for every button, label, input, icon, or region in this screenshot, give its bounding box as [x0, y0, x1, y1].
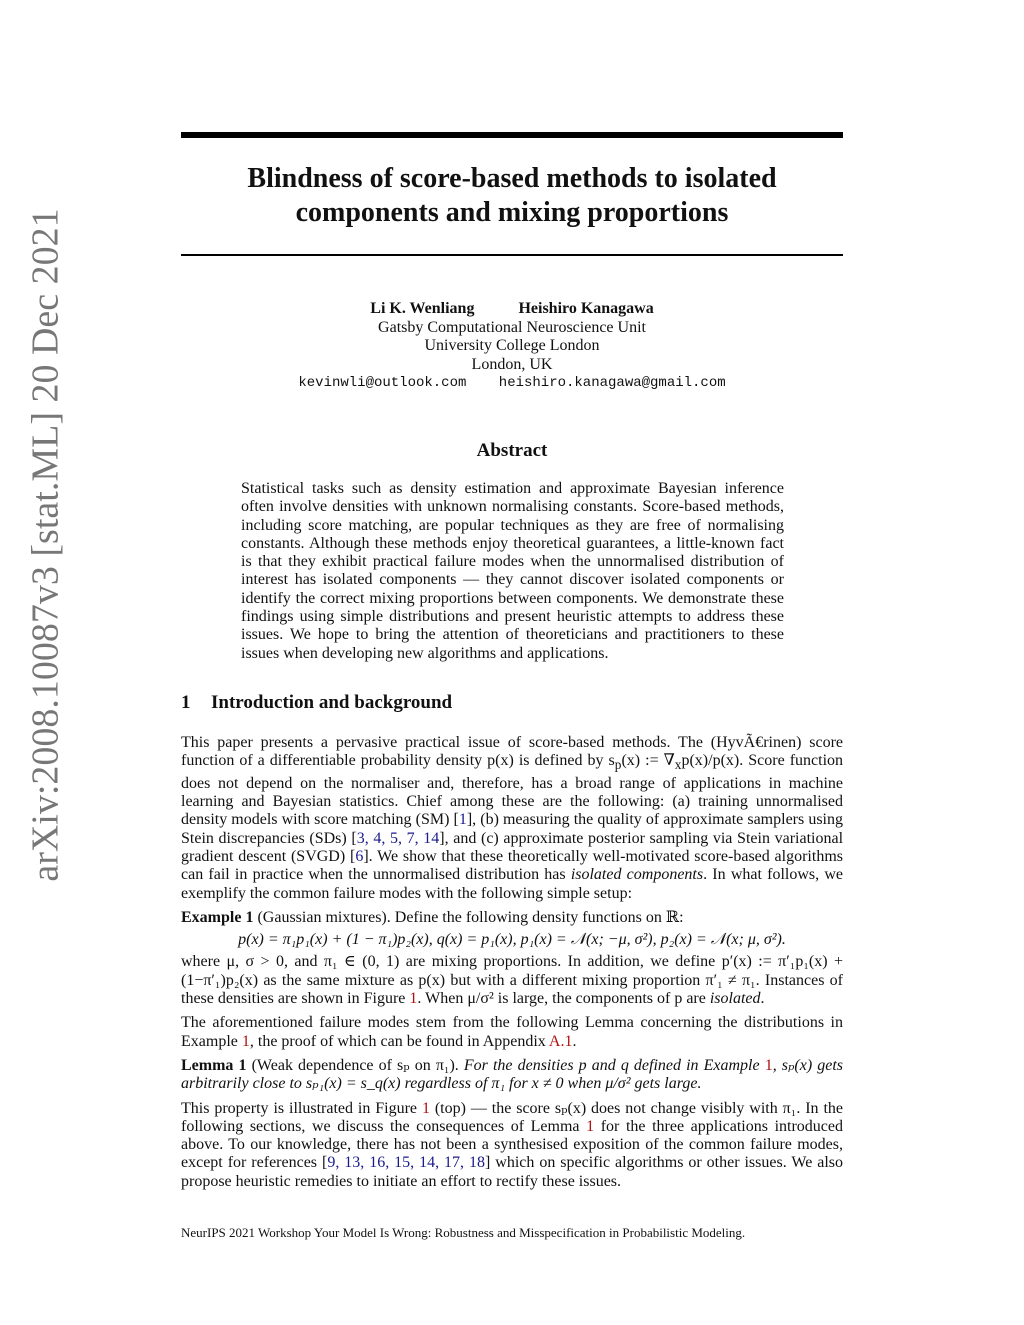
lemma-1: Lemma 1 (Weak dependence of sₚ on π₁). For the densities p and q defined in Example 1, sₚ(x) gets arbitrarily close to sₚ₁(x) = s_q(x) regardless of π₁ for x ≠ 0 when μ/σ² gets large. [181, 1056, 844, 1093]
arxiv-stamp [20, 130, 72, 960]
email-link[interactable]: kevinwli@outlook.com [298, 375, 467, 391]
abstract-heading: Abstract [476, 440, 548, 461]
citation-link[interactable]: 3, 4, 5, 7, 14 [356, 829, 440, 847]
citation-link[interactable]: 6 [355, 847, 364, 865]
venue-footer: NeurIPS 2021 Workshop Your Model Is Wrong: Robustness and Misspecification in Probabilistic Modeling. [181, 1225, 746, 1240]
author-emails [181, 374, 843, 393]
section-heading [181, 692, 452, 714]
paragraph-intro: This paper presents a pervasive practical issue of score-based methods. The (HyvÃ€rinen) score function of a differentiable probability density p(x) is defined by $s_p(x)$ := $\nabla_xp(x)/p(x)$. Score function does not depend on the normaliser and, therefore, has a broad range of applications in machine learning and Bayesian statistics. Chief among these are the following: (a) training unnormalised density models with score matching (SM) [1], (b) measuring the quality of approximate samplers using Stein discrepancies (SDs) [3, 4, 5, 7, 14], and (c) approximate posterior sampling via Stein variational gradient descent (SVGD) [6]. We show that these theoretically well-motivated score-based algorithms can fail in practice when the unnormalised distribution has isolated components. In what follows, we exemplify the common failure modes with the following simple setup: [181, 734, 844, 902]
appendix-ref-link[interactable]: A.1 [548, 1032, 573, 1050]
citation-link[interactable]: 9, 13, 16, 15, 14, 17, 18 [327, 1154, 486, 1172]
figure-ref-link[interactable]: 1 [421, 1099, 430, 1117]
title-line-2: components and mixing proportions [295, 197, 729, 228]
paragraph-failure-modes: The aforementioned failure modes stem from the following Lemma concerning the distributions in Example 1, the proof of which can be found in Appendix A.1. [181, 1014, 843, 1050]
author-names [181, 300, 843, 319]
title-rule-bottom [181, 254, 843, 256]
example-ref-link[interactable]: 1 [764, 1056, 773, 1074]
abstract-text: Statistical tasks such as density estimation and approximate Bayesian inference often involve densities with unknown normalising constants. Score-based methods, including score matching, are popular techniques as they are free of normalising constants. Although these methods enjoy theoretical guarantees, a little-known fact is that they exhibit practical failure modes when the unnormalised distribution of interest has isolated components — they cannot discover isolated components or identify the correct mixing proportions between components. We demonstrate these findings using simple distributions and present heuristic attempts to address these issues. We hope to bring the attention of theoreticians and practitioners to these issues when developing new algorithms and applications. [241, 480, 784, 662]
example-ref-link[interactable]: 1 [241, 1032, 250, 1050]
body-text [181, 734, 843, 1197]
figure-ref-link[interactable]: 1 [409, 990, 418, 1008]
title-line-1: Blindness of score-based methods to isolated [247, 163, 777, 194]
title-rule-top [181, 132, 843, 138]
author-name: Li K. Wenliang [370, 300, 475, 317]
citation-link[interactable]: 1 [458, 811, 467, 829]
example-1-continued: where μ, σ > 0, and π₁ ∈ (0, 1) are mixing proportions. In addition, we define p′(x) := π′₁p₁(x) + (1−π′₁)p₂(x) as the same mixture as p(x) but with a different mixing proportion π′₁ ≠ π₁. Instances of these densities are shown in Figure 1. When μ/σ² is large, the components of p are isolated. [181, 953, 843, 1008]
email-link[interactable]: heishiro.kanagawa@gmail.com [498, 375, 726, 391]
lemma-ref-link[interactable]: 1 [586, 1117, 595, 1135]
affiliation-line: University College London [424, 337, 600, 354]
affiliation-line: Gatsby Computational Neuroscience Unit [378, 318, 646, 336]
author-name: Heishiro Kanagawa [518, 300, 654, 317]
section-number: 1 [181, 692, 191, 713]
affiliation-line: London, UK [471, 355, 553, 373]
paper-title [181, 162, 843, 230]
section-title: Introduction and background [211, 692, 453, 713]
equation-mixture: p(x) = π₁p₁(x) + (1 − π₁)p₂(x), q(x) = p₁(x), p₁(x) = 𝒩(x; −μ, σ²), p₂(x) = 𝒩(x; μ, σ²). [238, 931, 786, 949]
paragraph-property: This property is illustrated in Figure 1 (top) — the score sₚ(x) does not change visibly with π₁. In the following sections, we discuss the consequences of Lemma 1 for the three applications introduced above. To our knowledge, there has not been a synthesised exposition of the common failure modes, except for references [9, 13, 16, 15, 14, 17, 18] which on specific algorithms or other issues. We also propose heuristic remedies to initiate an effort to rectify these issues. [181, 1099, 844, 1190]
author-block [181, 300, 843, 393]
arxiv-stamp-text: arXiv:2008.10087v3 [stat.ML] 20 Dec 2021 [25, 208, 67, 882]
example-1: Example 1 (Gaussian mixtures). Define the following density functions on ℝ: [181, 908, 684, 926]
